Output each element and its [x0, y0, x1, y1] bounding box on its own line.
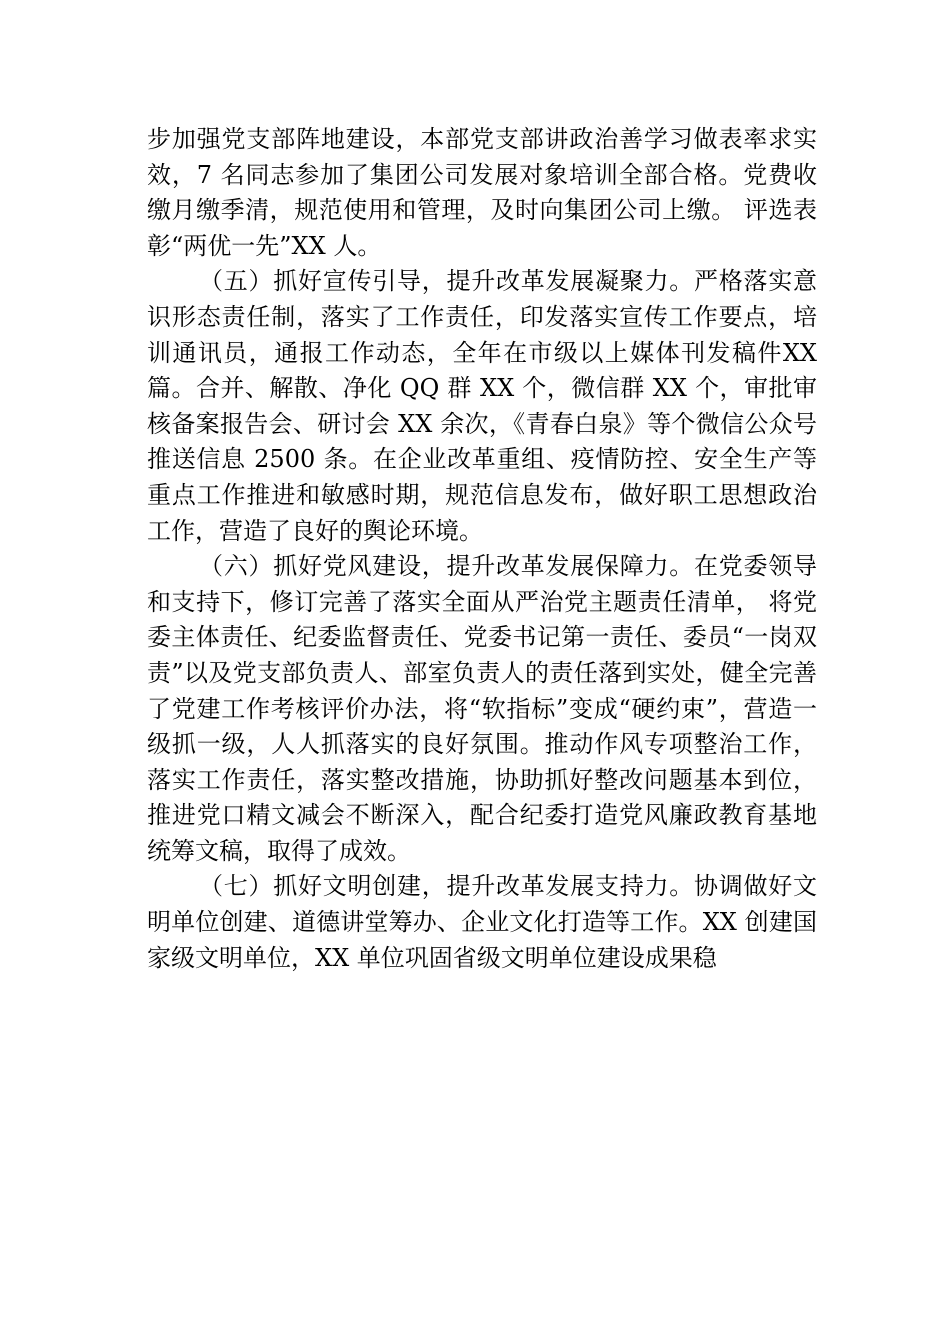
paragraph-party-branch: 步加强党支部阵地建设，本部党支部讲政治善学习做表率求实效，7 名同志参加了集团公司发展对象培训全部合格。党费收缴月缴季清，规范使用和管理，及时向集团公司上缴。 评选表彰“两优一先”XX 人。 [147, 125, 817, 260]
document-body [147, 122, 817, 976]
paragraph-civilization: （七）抓好文明创建，提升改革发展支持力。协调做好文明单位创建、道德讲堂筹办、企业文化打造等工作。XX 创建国家级文明单位，XX 单位巩固省级文明单位建设成果稳 [147, 872, 817, 972]
paragraph-publicity: （五）抓好宣传引导，提升改革发展凝聚力。严格落实意识形态责任制，落实了工作责任，印发落实宣传工作要点，培训通讯员，通报工作动态，全年在市级以上媒体刊发稿件XX 篇。合并、解散、净化 QQ 群 XX 个，微信群 XX 个，审批审核备案报告会、研讨会 XX 余次，《青春白泉》等个微信公众号推送信息 2500 条。在企业改革重组、疫情防控、安全生产等重点工作推进和敏感时期，规范信息发布，做好职工思想政治工作，营造了良好的舆论环境。 [147, 267, 817, 545]
paragraph-party-style: （六）抓好党风建设，提升改革发展保障力。在党委领导和支持下，修订完善了落实全面从严治党主题责任清单， 将党委主体责任、纪委监督责任、党委书记第一责任、委员“一岗双责”以及党支部负责人、部室负责人的责任落到实处，健全完善了党建工作考核评价办法，将“软指标”变成“硬约束”，营造一级抓一级，人人抓落实的良好氛围。推动作风专项整治工作，落实工作责任，落实整改措施，协助抓好整改问题基本到位，推进党口精文减会不断深入，配合纪委打造党风廉政教育基地统筹文稿，取得了成效。 [147, 552, 817, 865]
